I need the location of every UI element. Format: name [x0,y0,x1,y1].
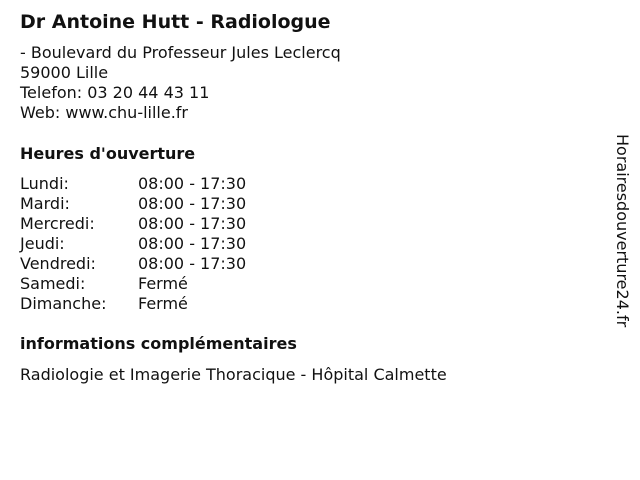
time-value: Fermé [138,274,188,293]
time-value: 08:00 - 17:30 [138,234,247,253]
info-heading: informations complémentaires [20,334,297,353]
time-value: 08:00 - 17:30 [138,214,247,233]
hours-row-friday [20,254,246,274]
day-label: Samedi: [20,274,86,293]
info-text: Radiologie et Imagerie Thoracique - Hôpital Calmette [20,365,447,384]
hours-heading: Heures d'ouverture [20,144,196,163]
opening-hours-table [20,174,246,314]
day-label: Mardi: [20,194,70,213]
time-value: 08:00 - 17:30 [138,254,247,273]
time-value: 08:00 - 17:30 [138,194,247,213]
page-title: Dr Antoine Hutt - Radiologue [20,11,331,33]
hours-row-thursday [20,234,246,254]
hours-row-saturday [20,274,246,294]
day-label: Vendredi: [20,254,96,273]
website: Web: www.chu-lille.fr [20,103,189,122]
street-address: - Boulevard du Professeur Jules Leclercq [20,43,341,62]
city: 59000 Lille [20,63,109,82]
day-label: Lundi: [20,174,69,193]
phone-number: Telefon: 03 20 44 43 11 [20,83,210,102]
site-watermark: Horairesdouverture24.fr [613,134,632,328]
day-label: Jeudi: [20,234,65,253]
day-label: Dimanche: [20,294,107,313]
hours-row-tuesday [20,194,246,214]
hours-row-monday [20,174,246,194]
address-block [20,43,341,123]
time-value: Fermé [138,294,188,313]
time-value: 08:00 - 17:30 [138,174,247,193]
day-label: Mercredi: [20,214,95,233]
hours-row-wednesday [20,214,246,234]
hours-row-sunday [20,294,246,314]
